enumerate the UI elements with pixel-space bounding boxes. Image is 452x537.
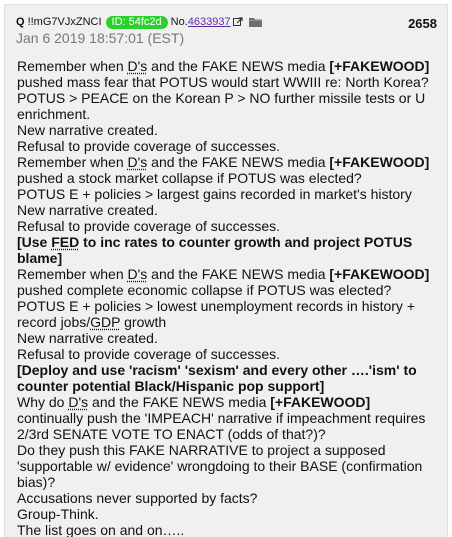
body-line: POTUS > PEACE on the Korean P > NO further missile tests or U [17, 90, 426, 106]
post-number-link[interactable]: 4633937 [187, 16, 231, 28]
text-segment: [Use [17, 234, 52, 250]
abbreviation: D's [127, 154, 148, 170]
author-name: Q [16, 16, 25, 28]
text-segment: growth [120, 314, 167, 330]
body-line: 2/3rd SENATE VOTE TO ENACT (odds of that?)? [17, 426, 326, 442]
body-line: enrichment. [17, 106, 91, 122]
post-header [5, 5, 447, 46]
body-line: New narrative created. [17, 122, 158, 138]
body-line [17, 58, 447, 74]
post-date: Jan 6 2019 18:57:01 (EST) [16, 30, 185, 46]
body-line: 'supportable w/ evidence' wrongdoing to their BASE (confirmation [17, 458, 423, 474]
body-line: New narrative created. [17, 330, 158, 346]
text-segment: Why do [17, 394, 69, 410]
folder-icon[interactable] [249, 17, 262, 27]
body-line: pushed a stock market collapse if POTUS was elected? [17, 170, 362, 186]
external-link-icon[interactable] [233, 17, 243, 27]
body-line: Refusal to provide coverage of successes. [17, 346, 281, 362]
body-line: POTUS E + policies > largest gains recorded in market's history [17, 186, 412, 202]
body-line: New narrative created. [17, 202, 158, 218]
text-segment: and the FAKE NEWS media [147, 154, 330, 170]
abbreviation: FED [51, 234, 80, 250]
body-line: Refusal to provide coverage of successes. [17, 138, 281, 154]
abbreviation: D's [68, 394, 89, 410]
bold-tag: [+FAKEWOOD] [329, 154, 430, 170]
body-line: Refusal to provide coverage of successes. [17, 218, 281, 234]
body-line: POTUS E + policies > lowest unemployment records in history + [17, 298, 416, 314]
body-line: counter potential Black/Hispanic pop support] [17, 378, 325, 394]
post-meta [16, 15, 447, 29]
poster-id-badge[interactable]: ID: 54fc2d [106, 16, 168, 29]
text-segment: record jobs/ [17, 314, 91, 330]
body-line: pushed complete economic collapse if POTUS was elected? [17, 282, 392, 298]
body-line [17, 314, 447, 330]
body-line: pushed mass fear that POTUS would start WWIII re: North Korea? [17, 74, 429, 90]
text-segment: and the FAKE NEWS media [147, 58, 330, 74]
text-segment: to inc rates to counter growth and project POTUS [79, 234, 413, 250]
body-line: Accusations never supported by facts? [17, 490, 258, 506]
body-line: bias)? [17, 474, 56, 490]
body-line: The list goes on and on….. [17, 522, 185, 537]
bold-tag: [+FAKEWOOD] [329, 266, 430, 282]
text-segment: Remember when [17, 154, 128, 170]
body-line [17, 234, 447, 250]
text-segment: and the FAKE NEWS media [147, 266, 330, 282]
body-line: Group-Think. [17, 506, 99, 522]
text-segment: Remember when [17, 266, 128, 282]
body-line: continually push the 'IMPEACH' narrative if impeachment requires [17, 410, 426, 426]
body-line: [Deploy and use 'racism' 'sexism' and every other ….'ism' to [17, 362, 417, 378]
body-line [17, 154, 447, 170]
abbreviation: D's [127, 266, 148, 282]
post-card [4, 4, 448, 537]
abbreviation: D's [127, 58, 148, 74]
text-segment: and the FAKE NEWS media [88, 394, 271, 410]
post-number-label: No. [170, 16, 188, 28]
text-segment: Remember when [17, 58, 128, 74]
body-line [17, 394, 447, 410]
post-count: 2658 [408, 16, 437, 31]
tripcode: !!mG7VJxZNCI [27, 16, 102, 28]
post-body [5, 43, 447, 537]
bold-tag: [+FAKEWOOD] [270, 394, 371, 410]
abbreviation: GDP [90, 314, 121, 330]
body-line [17, 266, 447, 282]
body-line: blame] [17, 250, 63, 266]
body-line: Do they push this FAKE NARRATIVE to project a supposed [17, 442, 386, 458]
bold-tag: [+FAKEWOOD] [329, 58, 430, 74]
